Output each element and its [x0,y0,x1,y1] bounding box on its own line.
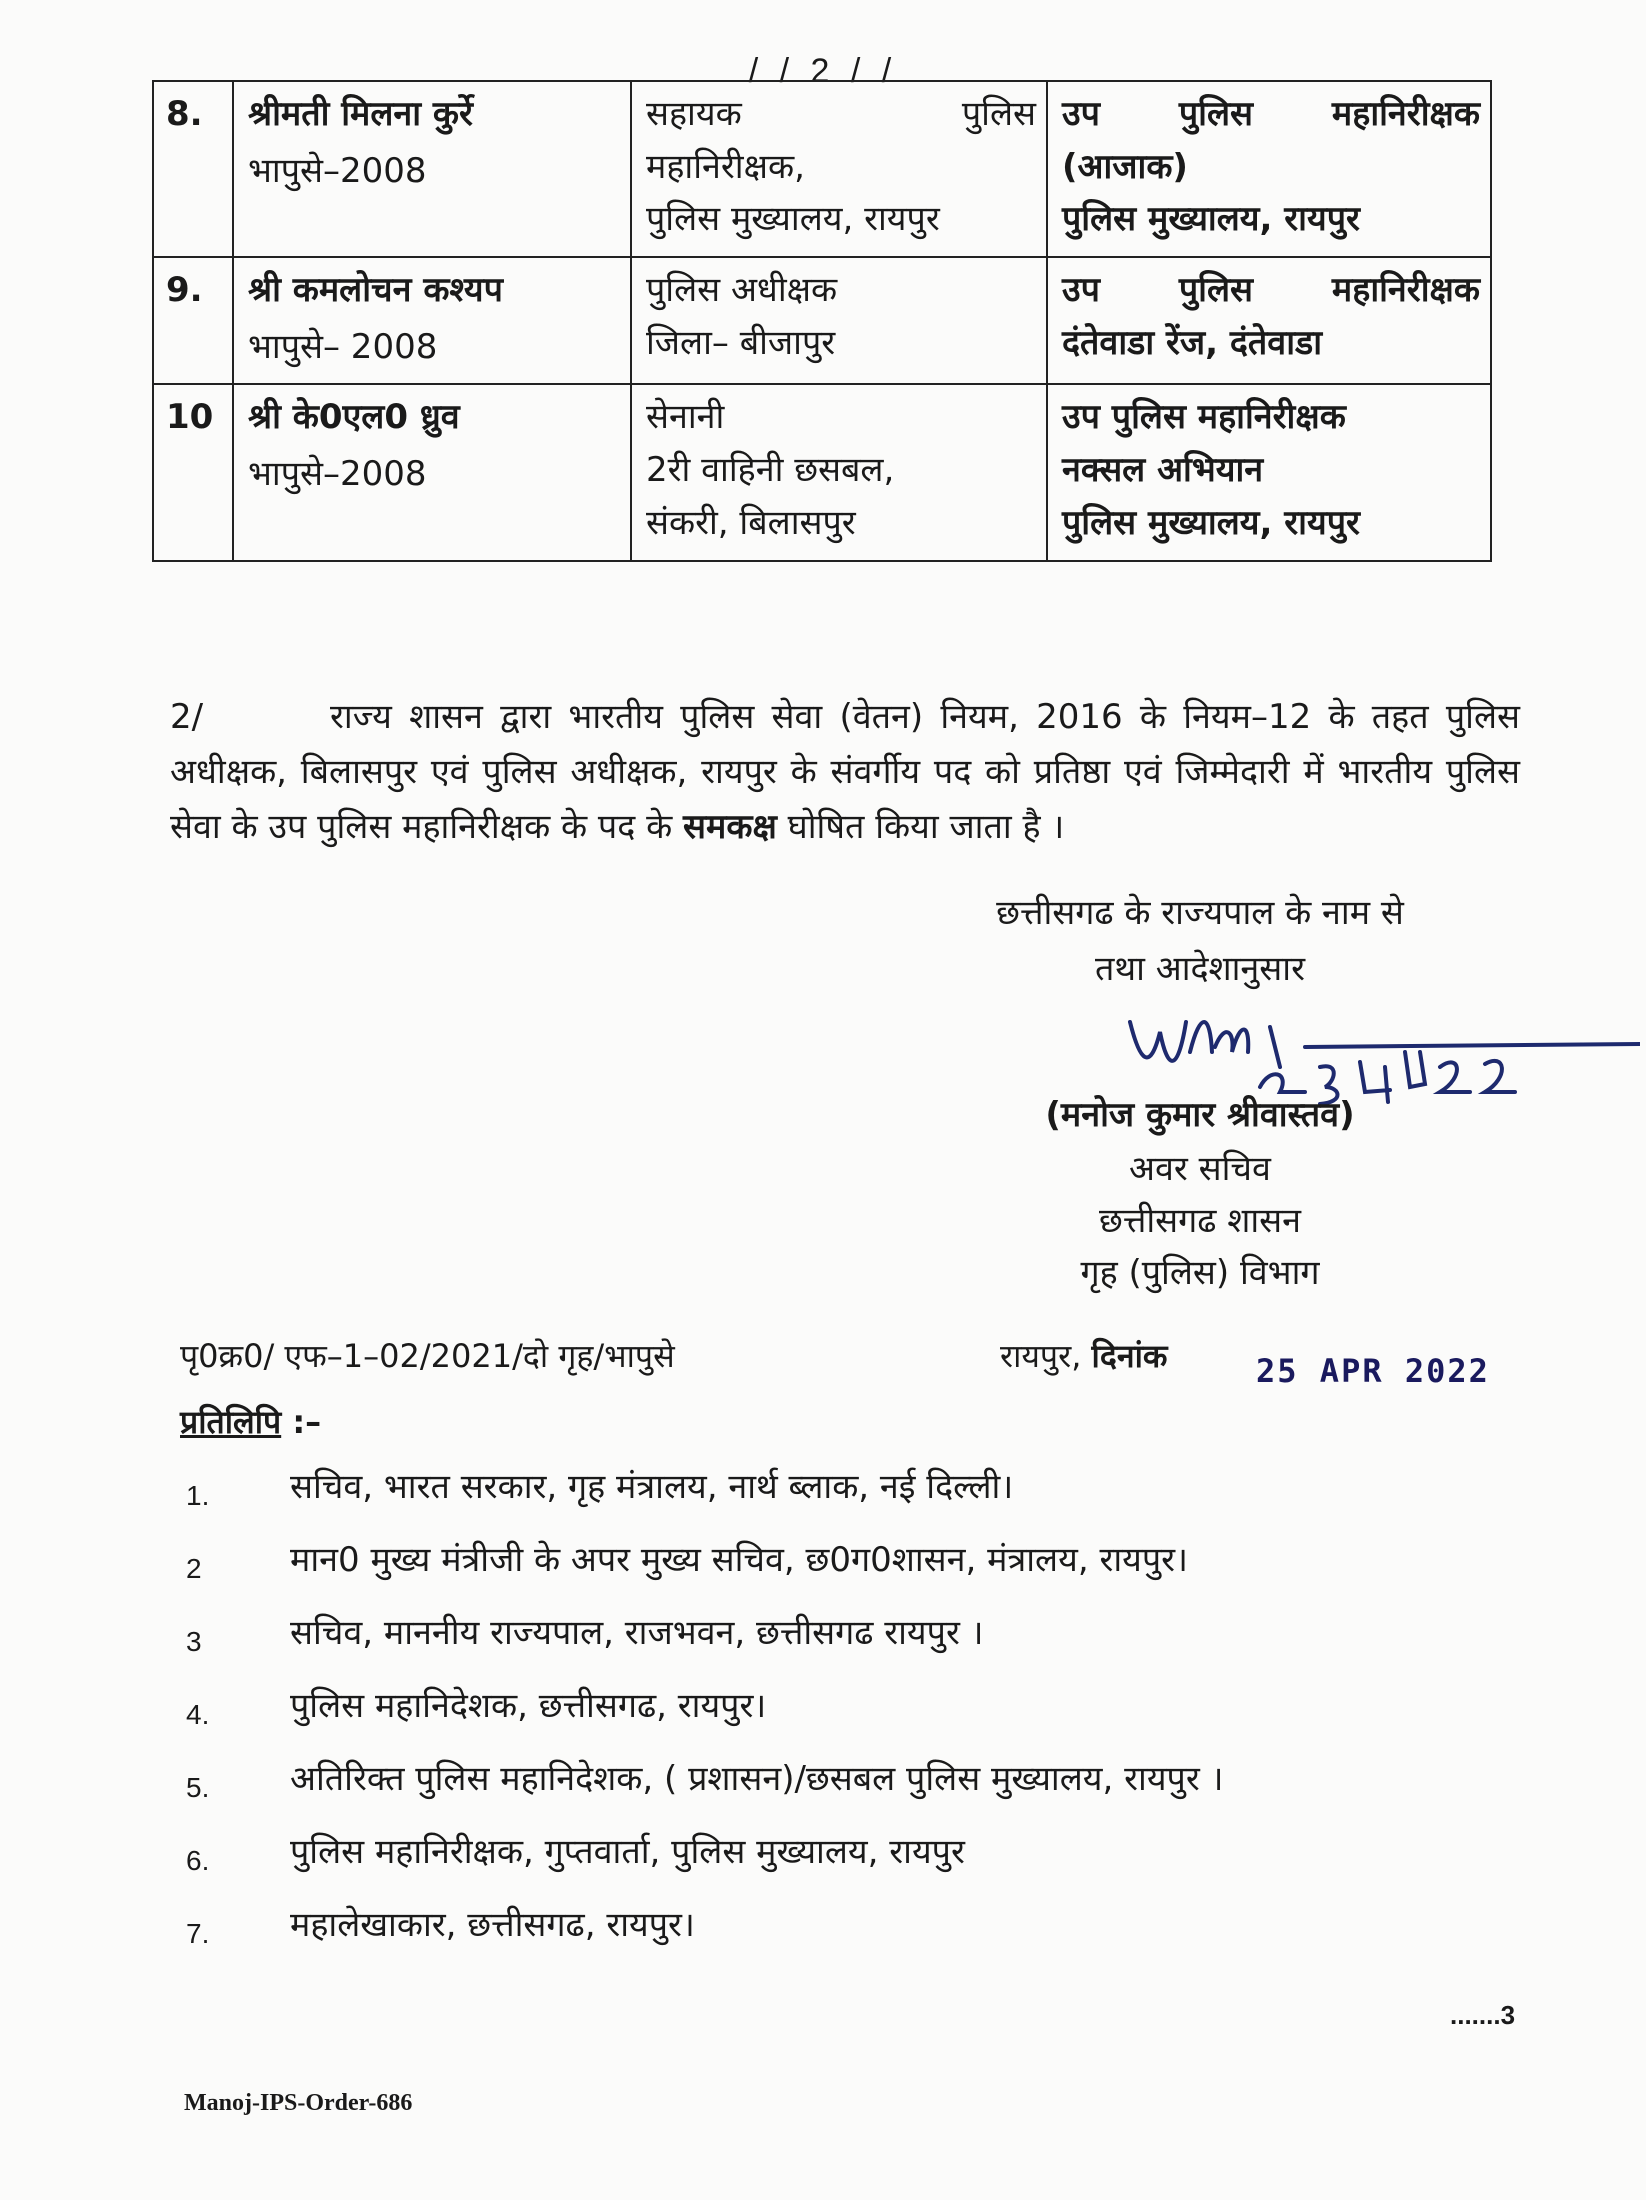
paragraph-text: राज्य शासन द्वारा भारतीय पुलिस सेवा (वेतन) नियम, 2016 के नियम–12 के तहत पुलिस अधीक्षक, बिलासपुर एवं पुलिस अधीक्षक, रायपुर के संवर्गीय पद को प्रतिष्ठा एवं जिम्मेदारी में भारतीय पुलिस सेवा के उप पुलिस महानिरीक्षक के पद के [170,697,1520,848]
list-item [180,1900,1520,1973]
copy-number: 1. [186,1480,210,1511]
current-post-line: पुलिस मुख्यालय, रायपुर [646,199,940,240]
copy-number: 7. [186,1918,210,1949]
new-post-line: पुलिस मुख्यालय, रायपुर [1062,502,1360,543]
list-item [180,1535,1520,1608]
signatory-department: गृह (पुलिस) विभाग [1080,1253,1320,1293]
current-post-line: पुलिस अधीक्षक [646,270,838,311]
signatory-government: छत्तीसगढ शासन [1099,1201,1301,1241]
new-post-line: उप पुलिस महानिरीक्षक [1062,94,1480,134]
paragraph-number: 2/ [170,697,204,737]
copy-recipient: सचिव, भारत सरकार, गृह मंत्रालय, नार्थ ब्लाक, नई दिल्ली। [290,1467,1014,1507]
date-label: दिनांक [1091,1337,1168,1375]
current-post-cell [631,257,1047,384]
copy-to-heading [180,1400,321,1443]
officer-batch: भापुसे–2008 [248,454,427,495]
document-footer-id: Manoj-IPS-Order-686 [184,2090,413,2116]
current-post-line: जिला– बीजापुर [646,322,836,363]
table-row [153,257,1491,384]
new-post-line: उप पुलिस महानिरीक्षक [1062,270,1480,311]
copy-number: 3 [186,1626,202,1657]
authority-line: तथा आदेशानुसार [1094,949,1305,989]
current-post-line: सहायक पुलिस [646,94,1036,134]
serial-number: 9. [153,257,233,384]
current-post-line: महानिरीक्षक, [646,146,805,187]
serial-number: 8. [153,81,233,257]
current-post-line: सेनानी [646,397,725,438]
copy-recipient: अतिरिक्त पुलिस महानिदेशक, ( प्रशासन)/छसबल पुलिस मुख्यालय, रायपुर । [290,1759,1224,1799]
reference-number: पृ0क्र0/ एफ–1–02/2021/दो गृह/भापुसे [180,1337,675,1375]
current-post-cell [631,81,1047,257]
copy-to-suffix: :– [281,1403,322,1441]
place-date [1000,1334,1167,1377]
list-item [180,1462,1520,1535]
new-post-cell [1047,81,1491,257]
table-row [153,384,1491,560]
officer-name: श्री के0एल0 ध्रुव [248,397,460,438]
serial-number: 10 [153,384,233,560]
officer-name: श्री कमलोचन कश्यप [248,270,503,311]
copy-number: 4. [186,1699,210,1730]
authority-line: छत्तीसगढ के राज्यपाल के नाम से [996,893,1404,933]
table-row [153,81,1491,257]
officer-cell [233,81,631,257]
copy-number: 6. [186,1845,210,1876]
new-post-line: नक्सल अभियान [1062,450,1264,491]
copy-recipient: मान0 मुख्य मंत्रीजी के अपर मुख्य सचिव, छ0ग0शासन, मंत्रालय, रायपुर। [290,1540,1188,1580]
copy-number: 2 [186,1553,202,1584]
current-post-cell [631,384,1047,560]
copy-list [180,1462,1520,1973]
page-number: / / 2 / / [748,52,898,90]
new-post-cell [1047,384,1491,560]
officer-batch: भापुसे–2008 [248,150,427,191]
officer-name-signatory: (मनोज कुमार श्रीवास्तव) [1045,1095,1355,1135]
officer-cell [233,257,631,384]
officer-batch: भापुसे– 2008 [248,326,438,367]
postings-table [152,80,1492,562]
paragraph-text-end: घोषित किया जाता है । [776,807,1065,848]
signatory-designation: अवर सचिव [1129,1149,1271,1189]
current-post-line: संकरी, बिलासपुर [646,502,856,543]
copy-recipient: पुलिस महानिरीक्षक, गुप्तवार्ता, पुलिस मुख्यालय, रायपुर [290,1832,965,1872]
new-post-cell [1047,257,1491,384]
copy-recipient: महालेखाकार, छत्तीसगढ, रायपुर। [290,1905,695,1945]
new-post-line: दंतेवाडा रेंज, दंतेवाडा [1062,322,1323,363]
current-post-line: 2री वाहिनी छसबल, [646,450,895,491]
list-item [180,1608,1520,1681]
date-stamp: 25 APR 2022 [1256,1352,1490,1390]
continuation-marker: .......3 [1450,2000,1516,2030]
new-post-line: (आजाक) [1062,146,1188,187]
officer-cell [233,384,631,560]
new-post-line: पुलिस मुख्यालय, रायपुर [1062,199,1360,240]
copy-to-label: प्रतिलिपि [180,1403,282,1441]
officer-name: श्रीमती मिलना कुर्रे [248,94,473,134]
new-post-line: उप पुलिस महानिरीक्षक [1062,397,1346,438]
list-item [180,1681,1520,1754]
list-item [180,1754,1520,1827]
copy-recipient: सचिव, माननीय राज्यपाल, राजभवन, छत्तीसगढ रायपुर । [290,1613,984,1653]
copy-recipient: पुलिस महानिदेशक, छत्तीसगढ, रायपुर। [290,1686,767,1726]
place-name: रायपुर, [1000,1337,1082,1375]
list-item [180,1827,1520,1900]
paragraph-bold-term: समकक्ष [683,807,777,848]
order-paragraph [170,690,1520,855]
copy-number: 5. [186,1772,210,1803]
